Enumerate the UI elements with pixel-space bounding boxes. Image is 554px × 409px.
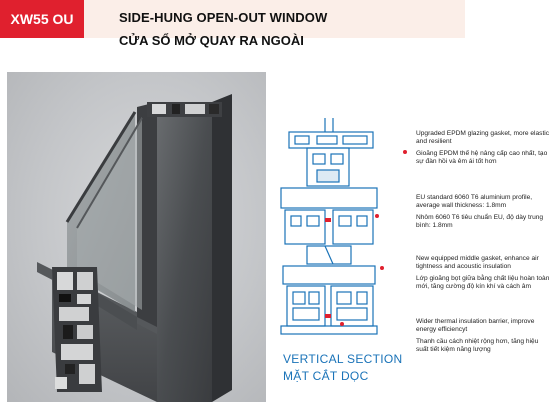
note-middle-gasket: [416, 255, 552, 292]
note-thermal-barrier: [416, 318, 552, 355]
title-english: SIDE-HUNG OPEN-OUT WINDOW: [119, 10, 328, 25]
note-en: New equipped middle gasket, enhance air tightness and acoustic insulation: [416, 255, 539, 271]
annotation-marker-thermal-barrier: [340, 322, 344, 326]
note-vi: Thanh cầu cách nhiệt rộng hơn, tăng hiệu suất tiết kiệm năng lượng: [416, 337, 539, 354]
section-label-english: VERTICAL SECTION: [283, 352, 403, 366]
note-glazing-gasket: [416, 130, 552, 167]
annotation-marker-profile: [375, 214, 379, 218]
model-badge: XW55 OU: [0, 0, 84, 38]
note-vi: Gioăng EPDM thế hệ nâng cấp cao nhất, tạo sự đàn hồi và êm ái tốt hơn: [416, 149, 548, 166]
note-en: Wider thermal insulation barrier, improve energy efficiencyt: [416, 318, 535, 334]
title-vietnamese: CỬA SỔ MỞ QUAY RA NGOÀI: [119, 33, 304, 48]
annotation-marker-gasket: [403, 150, 407, 154]
vertical-section-drawing: [277, 118, 387, 338]
window-corner-photo: [7, 72, 266, 402]
note-en: EU standard 6060 T6 aluminium profile, average wall thickness: 1.8mm: [416, 194, 533, 210]
note-aluminium-profile: [416, 194, 552, 231]
note-vi: Lớp gioăng bọt giữa bằng chất liệu hoàn toàn mới, tăng cường độ kín khí và cách âm: [416, 274, 550, 291]
section-label-vietnamese: MẶT CẮT DỌC: [283, 369, 369, 383]
annotation-marker-middle-gasket: [380, 266, 384, 270]
note-en: Upgraded EPDM glazing gasket, more elastic and resilient: [416, 130, 550, 146]
window-corner-illustration: [7, 72, 266, 402]
note-vi: Nhôm 6060 T6 tiêu chuẩn EU, độ dày trung bình: 1.8mm: [416, 213, 544, 230]
